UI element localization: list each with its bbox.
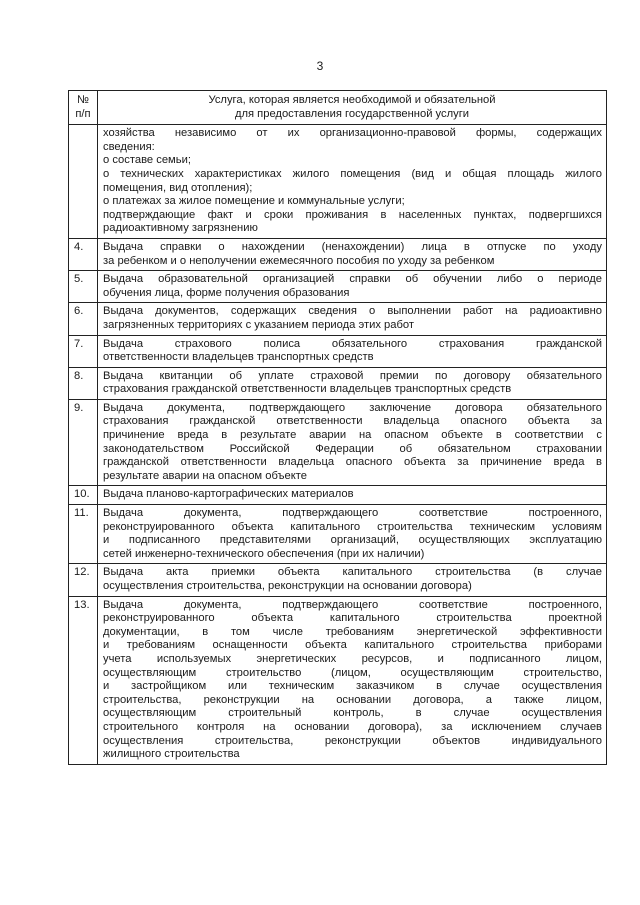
text-line: Выдача акта приемки объекта капитального строительства (в случае: [103, 566, 602, 579]
text-line: и требованиям оснащенности объекта капитального строительства приборами: [103, 639, 602, 652]
row-number: 10.: [69, 486, 98, 505]
header-service-line-2: для предоставления государственной услуги: [234, 107, 470, 120]
table-row: [69, 564, 607, 596]
text-line: страхования гражданской ответственности владельца опасного объекта за: [103, 415, 602, 428]
row-number: [69, 125, 98, 239]
row-number: 7.: [69, 335, 98, 367]
text-line: за ребенком и о неполучении ежемесячного пособия по уходу за ребенком: [103, 254, 495, 267]
page-number: 3: [316, 59, 324, 73]
table-header-row: [69, 91, 607, 125]
row-service-text: [98, 505, 607, 564]
text-line: Выдача документа, подтверждающего заключение договора обязательного: [103, 401, 602, 414]
services-table: [68, 90, 607, 765]
text-line: Выдача страхового полиса обязательного страхования гражданской: [103, 337, 602, 350]
row-service-text: [98, 596, 607, 764]
text-line: радиоактивному загрязнению: [103, 222, 258, 235]
header-num-label: № п/п: [75, 94, 91, 120]
text-line: реконструированного объекта капитального строительства техническим условиям: [103, 520, 602, 533]
text-line: жилищного строительства: [103, 748, 240, 761]
row-number: 11.: [69, 505, 98, 564]
header-service: [98, 91, 607, 125]
row-number: 9.: [69, 399, 98, 486]
text-line: учета используемых энергетических ресурсов, и подписанного лицом,: [103, 652, 602, 665]
text-line: о составе семьи;: [103, 154, 191, 167]
table-row: [69, 367, 607, 399]
table-row: [69, 271, 607, 303]
text-line: подтверждающие факт и сроки проживания в населенных пунктах, подвергшихся: [103, 208, 602, 221]
row-number: 6.: [69, 303, 98, 335]
text-line: Выдача планово-картографических материалов: [103, 488, 354, 501]
text-line: осуществления строительства, реконструкции на основании договора): [103, 580, 472, 592]
text-line: ответственности владельцев транспортных средств: [103, 351, 374, 364]
text-line: о платежах за жилое помещение и коммунальные услуги;: [103, 195, 405, 208]
table-row: [69, 486, 607, 505]
text-line: Выдача документа, подтверждающего соответствие построенного,: [103, 598, 602, 611]
row-service-text: [98, 303, 607, 335]
text-line: о технических характеристиках жилого помещения (вид и общая площадь жилого: [103, 167, 602, 180]
text-line: помещения, вид отопления);: [103, 181, 253, 194]
table-row: [69, 125, 607, 239]
text-line: осуществляющим строительный контроль, в случае осуществления: [103, 707, 602, 720]
table-row: [69, 238, 607, 270]
row-service-text: [98, 564, 607, 596]
text-line: законодательством Российской Федерации об обязательном страховании: [103, 442, 602, 455]
text-line: осуществления строительства, реконструкции объектов индивидуального: [103, 734, 602, 747]
text-line: гражданской ответственности владельца опасного объекта за причинение вреда в: [103, 456, 602, 469]
row-service-text: [98, 335, 607, 367]
text-line: сетей инженерно-технического обеспечения (при их наличии): [103, 547, 425, 560]
text-line: Выдача документа, подтверждающего соответствие построенного,: [103, 507, 602, 520]
row-number: 13.: [69, 596, 98, 764]
text-line: хозяйства независимо от их организационно-правовой формы, содержащих: [103, 127, 602, 140]
text-line: Выдача справки о нахождении (ненахождении) лица в отпуске по уходу: [103, 240, 602, 253]
text-line: Выдача образовательной организацией справки об обучении либо о периоде: [103, 273, 602, 286]
text-line: реконструированного объекта капитального строительства проектной: [103, 612, 602, 625]
text-line: строительного контроля на основании договора), за исключением случаев: [103, 720, 602, 733]
text-line: строительства, реконструкции на основании договора, а также лицом,: [103, 693, 602, 706]
text-line: сведения:: [103, 140, 155, 153]
row-number: 5.: [69, 271, 98, 303]
text-line: Выдача документов, содержащих сведения о выполнении работ на радиоактивно: [103, 305, 602, 318]
table-row: [69, 505, 607, 564]
text-line: страхования гражданской ответственности владельцев транспортных средств: [103, 383, 512, 396]
table-row: [69, 303, 607, 335]
table-row: [69, 596, 607, 764]
row-number: 4.: [69, 238, 98, 270]
text-line: обучения лица, форме получения образования: [103, 286, 350, 299]
table-row: [69, 335, 607, 367]
header-num: [69, 91, 98, 125]
text-line: осуществляющим строительство (лицом, осуществляющим строительство,: [103, 666, 602, 679]
header-service-line-1: Услуга, которая является необходимой и обязательной: [208, 94, 496, 106]
text-line: и застройщиком или техническим заказчиком в случае осуществления: [103, 680, 602, 693]
text-line: результате аварии на опасном объекте: [103, 469, 307, 482]
text-line: документации, в том числе требованиям энергетической эффективности: [103, 625, 602, 638]
row-service-text: [98, 486, 607, 505]
text-line: причинение вреда в результате аварии на опасном объекте в соответствии с: [103, 429, 602, 442]
row-number: 8.: [69, 367, 98, 399]
row-service-text: [98, 125, 607, 239]
text-line: загрязненных территориях с указанием периода этих работ: [103, 318, 414, 331]
text-line: Выдача квитанции об уплате страховой премии по договору обязательного: [103, 369, 602, 382]
row-service-text: [98, 271, 607, 303]
row-number: 12.: [69, 564, 98, 596]
text-line: и подписанного представителями организаций, осуществляющих эксплуатацию: [103, 534, 602, 547]
row-service-text: [98, 238, 607, 270]
row-service-text: [98, 367, 607, 399]
row-service-text: [98, 399, 607, 486]
table-row: [69, 399, 607, 486]
